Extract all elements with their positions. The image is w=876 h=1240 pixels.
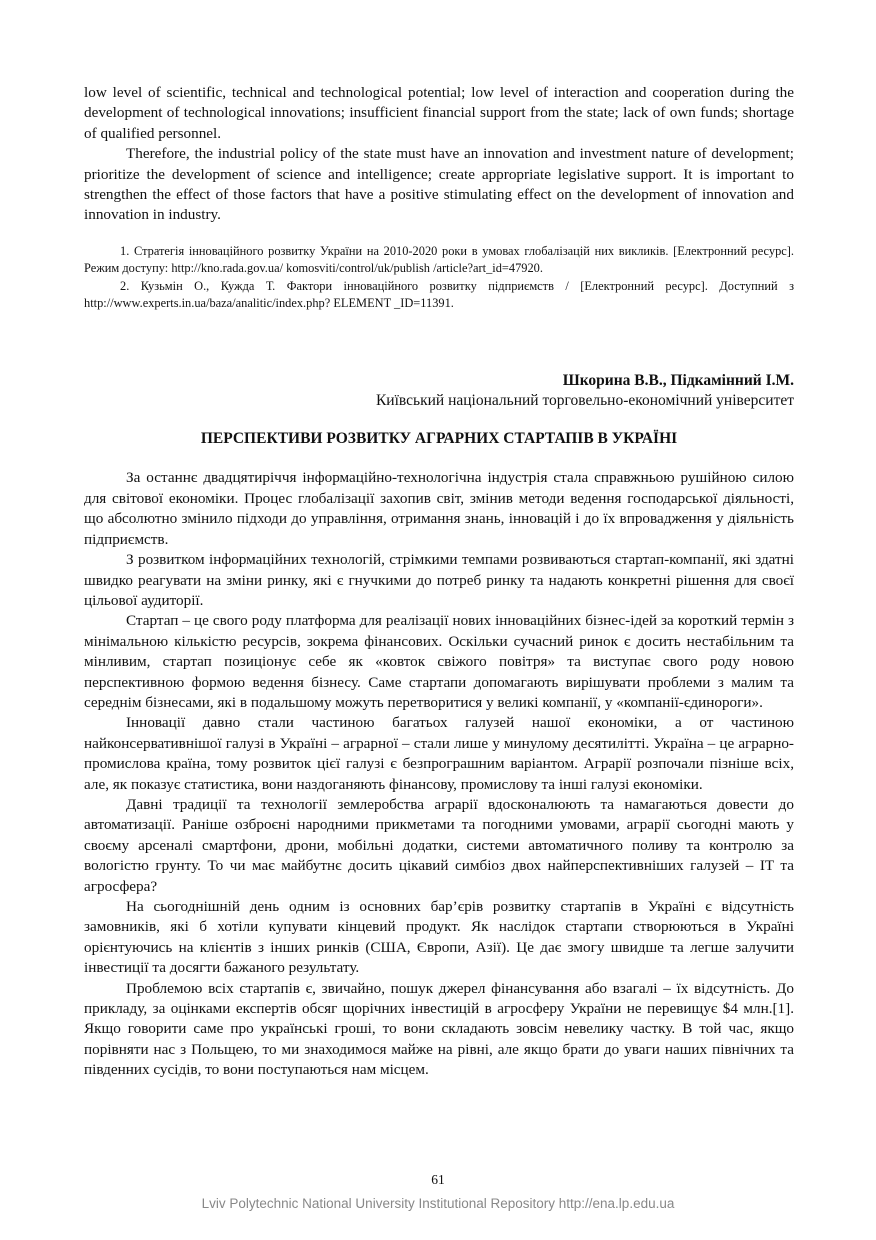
- article-paragraph: З розвитком інформаційних технологій, стрімкими темпами розвиваються стартап-компанії, які здатні швидко реагувати на зміни ринку, які є гнучкими до потреб ринку та надають конкретні рішення для своєї цільової аудиторії.: [84, 551, 794, 609]
- page-number: 61: [431, 1172, 445, 1187]
- article-affiliation: Київський національний торговельно-економічний університет: [375, 392, 794, 410]
- body-paragraph: Therefore, the industrial policy of the state must have an innovation and investment nature of development; prioritize the development of science and intelligence; create appropriate legislative support. It is important to strengthen the effect of those factors that have a positive stimulating effect on the development of innovation and innovation in industry.: [84, 145, 794, 224]
- article-paragraph: Давні традиції та технології землеробства аграрії вдосконалюють та намагаються довести до автоматизації. Раніше озброєні народними прикметами та погодними умовами, аграрії сьогодні мають у своєму арсеналі смартфони, дрони, мобільні додатки, системи автоматичного поливу та контролю за вологістю грунту. То чи має майбутнє досить цікавий симбіоз двох найперспективніших галузей – IT та агросфера?: [84, 795, 794, 895]
- article-authors: Шкорина В.В., Підкамінний І.М.: [562, 372, 794, 390]
- document-page: [84, 83, 794, 1081]
- references-list: [84, 243, 794, 313]
- body-paragraph: low level of scientific, technical and technological potential; low level of interaction and cooperation during the development of technological innovations; insufficient financial support from the state; lack of own funds; shortage of qualified personnel.: [84, 84, 794, 142]
- repository-footer: Lviv Polytechnic National University Institutional Repository http://ena.lp.edu.ua: [201, 1196, 675, 1211]
- article-paragraph: За останнє двадцятиріччя інформаційно-технологічна індустрія стала справжньою рушійною силою для світової економіки. Процес глобалізації захопив світ, змінив методи ведення господарської діяльності, що абсолютно змінило підходи до управління, отримання знань, інновацій і до їх впровадження у діяльність підприємств.: [84, 469, 794, 548]
- article-paragraph: Проблемою всіх стартапів є, звичайно, пошук джерел фінансування або взагалі – їх відсутність. До прикладу, за оцінками експертів обсяг щорічних інвестицій в агросферу України не перевищує $4 млн.[1]. Якщо говорити саме про українські гроші, то вони складають зовсім невелику частку. В той час, якщо порівняти нас з Польщею, то ми знаходимося майже на рівні, але якщо брати до уваги наших північних та південних сусідів, то вони поступаються нам місцем.: [84, 979, 794, 1079]
- article-paragraph: Стартап – це свого роду платформа для реалізації нових інноваційних бізнес-ідей за короткий термін з мінімальною кількістю ресурсів, зокрема фінансових. Оскільки сучасний ринок є досить нестабільним та мінливим, стартап позиціонує себе як «ковток свіжого повітря» та виступає свого роду новою перспективною формою ведення бізнесу. Саме стартапи допомагають вирішувати проблеми з малим та середнім бізнесами, які в подальшому можуть перетворитися у великі компанії, у «компанії-єдинороги».: [84, 612, 794, 711]
- reference-item: 2. Кузьмін О., Кужда Т. Фактори інноваційного розвитку підприємств / [Електронний ресурс]. Доступний з http://www.experts.in.ua/baza/analitic/index.php? ELEMENT _ID=11391.: [84, 278, 794, 311]
- article-paragraph: На сьогоднішній день одним із основних бар’єрів розвитку стартапів в Україні є відсутність замовників, які б хотіли купувати кінцевий продукт. Як наслідок стартапи створюються в Україні орієнтуючись на клієнтів з інших ринків (США, Європи, Азії). Це дає змогу швидше та легше залучити інвестиції та досягти бажаного результату.: [84, 898, 794, 977]
- article-paragraph: Інновації давно стали частиною багатьох галузей нашої економіки, а от частиною найконсервативнішої галузі в Україні – аграрної – стали лише у минулому десятилітті. Україна – це аграрно-промислова країна, тому розвиток цієї галузі є безпрограшним варіантом. Аграрії розпочали пізніше всіх, але, як показує статистика, вони наздоганяють фінансову, промислову та інші галузі економіки.: [84, 714, 794, 793]
- reference-item: 1. Стратегія інноваційного розвитку України на 2010-2020 роки в умовах глобалізацій них викликів. [Електронний ресурс]. Режим доступу: http://kno.rada.gov.ua/ komosviti/control/uk/publish /article?art_id=47920.: [84, 243, 794, 276]
- article-title: ПЕРСПЕКТИВИ РОЗВИТКУ АГРАРНИХ СТАРТАПІВ В УКРАЇНІ: [200, 430, 678, 448]
